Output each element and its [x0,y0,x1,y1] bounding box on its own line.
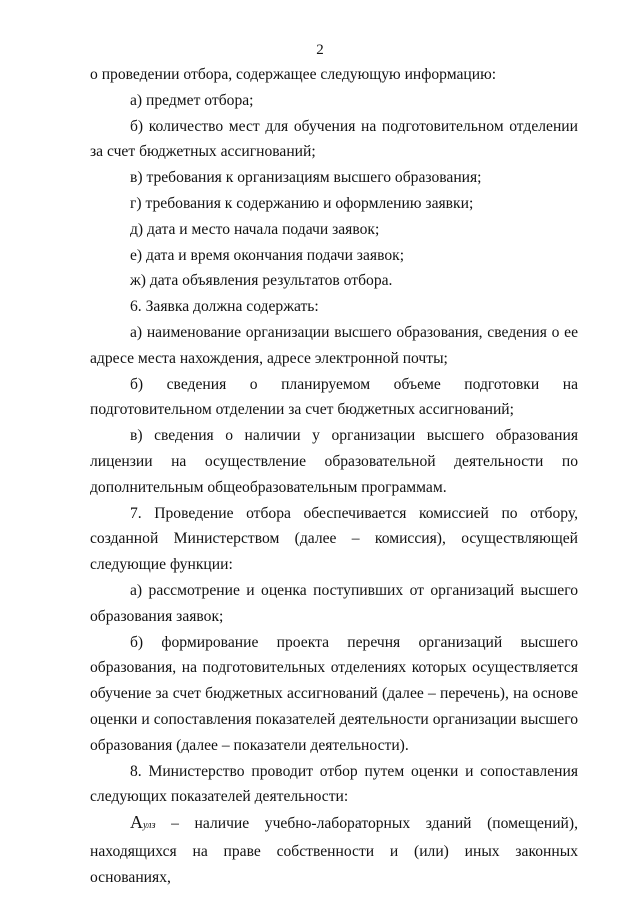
indicator-symbol: А [130,812,143,833]
list-item-g: г) требования к содержанию и оформлению заявки; [130,194,474,212]
list-item-a: а) предмет отбора; [130,91,254,109]
list-item-d: д) дата и место начала подачи заявок; [130,220,380,238]
section-7-item-a: а) рассмотрение и оценка поступивших от организаций высшего образования заявок; [90,581,578,625]
section-6-heading: 6. Заявка должна содержать: [130,298,319,316]
list-item-zh: ж) дата объявления результатов отбора. [130,272,393,290]
list-item-v: в) требования к организациям высшего образования; [130,169,482,187]
page-number: 2 [316,42,324,58]
indicator-text: – наличие учебно-лабораторных зданий (помещений), находящихся на праве собственности и (или) иных законных основаниях, [90,815,578,886]
section-7-item-b: б) формирование проекта перечня организаций высшего образования, на подготовительных отделениях которых осуществляется обучение за счет бюджетных ассигнований (далее – перечень), на основе оценки и сопоставления показателей деятельности организации высшего образования (далее – показатели деятельности). [90,633,578,754]
document-body [90,62,578,891]
indicator-subscript: улз [143,820,156,832]
section-8-paragraph: 8. Министерство проводит отбор путем оценки и сопоставления следующих показателей деятельности: [90,762,578,806]
section-6-item-v: в) сведения о наличии у организации высшего образования лицензии на осуществление образовательной деятельности по дополнительным общеобразовательным программам. [90,427,578,496]
list-item-b: б) количество мест для обучения на подготовительном отделении за счет бюджетных ассигнований; [90,117,578,161]
section-6-item-b: б) сведения о планируемом объеме подготовки на подготовительном отделении за счет бюджетных ассигнований; [90,375,578,419]
section-7-paragraph: 7. Проведение отбора обеспечивается комиссией по отбору, созданной Министерством (далее – комиссия), осуществляющей следующие функции: [90,504,578,574]
paragraph-intro: о проведении отбора, содержащее следующую информацию: [90,66,497,83]
section-6-item-a: а) наименование организации высшего образования, сведения о ее адресе места нахождения, адресе электронной почты; [90,323,578,367]
indicator-paragraph [90,810,578,890]
list-item-e: е) дата и время окончания подачи заявок; [130,246,405,264]
